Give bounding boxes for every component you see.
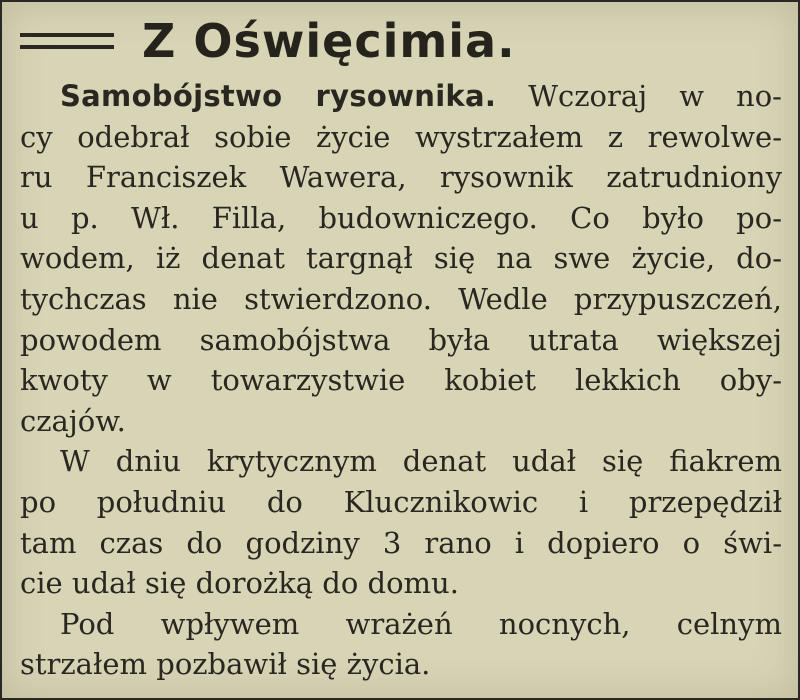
article-body [20,76,782,685]
rule-line-top [20,33,114,37]
article-line: cie udał się dorożką do domu. [20,566,459,601]
article-line: u p. Wł. Filla, budowniczego. Co było po- [20,200,782,235]
decorative-double-rule [20,33,114,49]
article-line: tam czas do godziny 3 rano i dopiero o świ- [20,525,782,560]
section-heading [20,10,516,72]
article-line: powodem samobójstwa była utrata większej [20,322,782,357]
rule-line-bottom [20,45,114,49]
article-line: W dniu krytycznym denat udał się fiakrem [60,444,782,479]
section-title: Z Oświęcimia. [142,14,516,68]
article-line: tychczas nie stwierdzono. Wedle przypuszczeń, [20,281,782,316]
article-line: po południu do Klucznikowic i przepędził [20,484,782,519]
article-line: kwoty w towarzystwie kobiet lekkich oby- [20,363,782,398]
article-line: cy odebrał sobie życie wystrzałem z rewolwe- [20,119,782,154]
article-line: strzałem pozbawił się życia. [20,647,431,682]
article-line: Pod wpływem wrażeń nocnych, celnym [60,606,782,641]
article-line: ru Franciszek Wawera, rysownik zatrudniony [20,160,782,195]
article-line: czajów. [20,403,126,438]
article-line [20,76,782,117]
article-line: wodem, iż denat targnął się na swe życie, do- [20,241,782,276]
article-lead: Samobójstwo rysownika. [60,79,497,113]
article-line-text: Wczoraj w no- [528,79,782,113]
